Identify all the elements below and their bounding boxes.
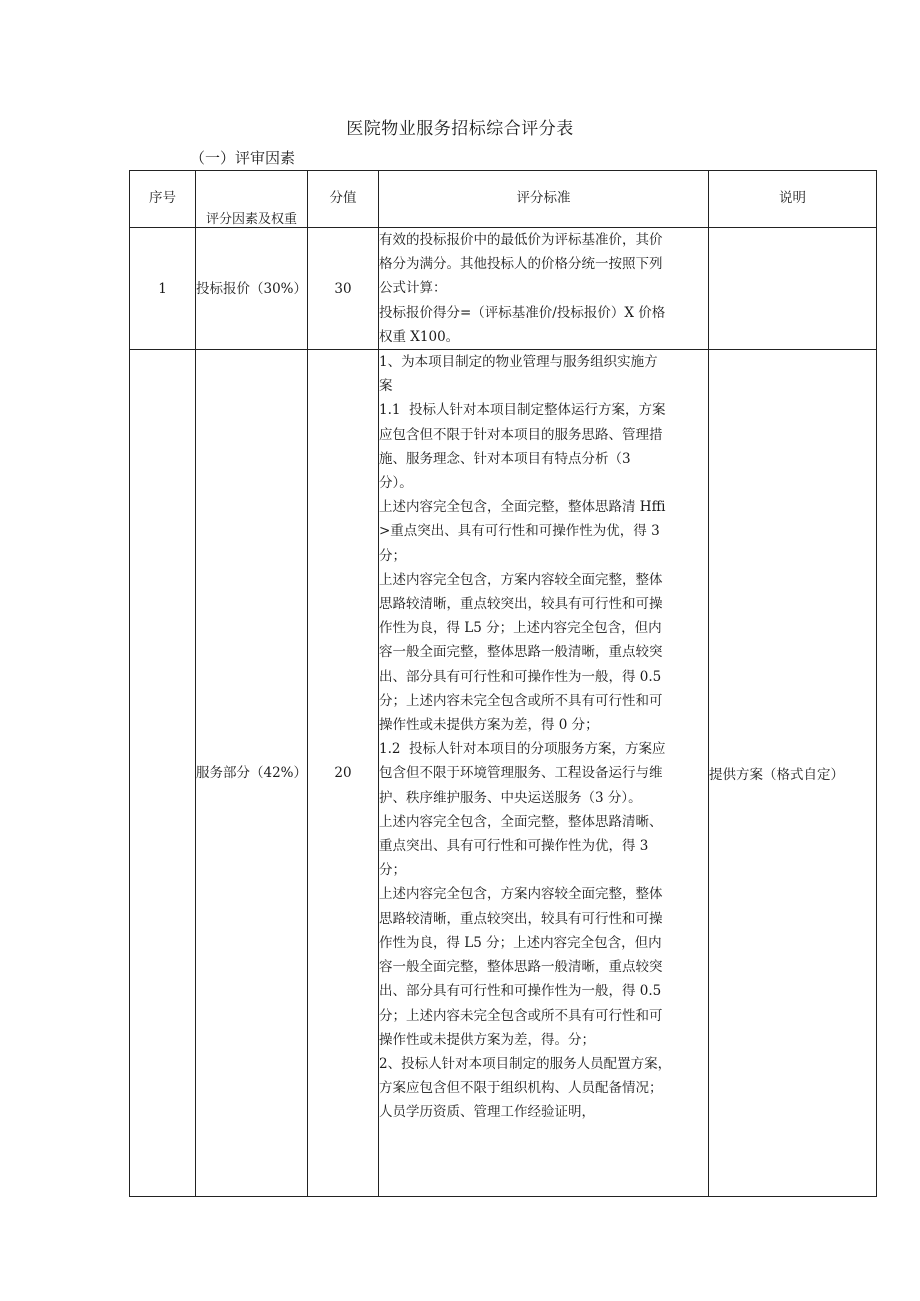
row-score: 20 (308, 350, 379, 1197)
table-row (130, 350, 877, 1197)
row-note: 提供方案（格式自定） (709, 350, 877, 1197)
table-row (130, 228, 877, 350)
header-criteria: 评分标准 (379, 171, 709, 228)
row-index: 1 (130, 228, 196, 350)
document-title: 医院物业服务招标综合评分表 (346, 119, 574, 139)
header-factor: 评分因素及权重 (196, 171, 308, 228)
header-note: 说明 (709, 171, 877, 228)
header-index: 序号 (130, 171, 196, 228)
row-factor: 服务部分（42%） (196, 350, 308, 1197)
header-score: 分值 (308, 171, 379, 228)
row-score: 30 (308, 228, 379, 350)
row-criteria: 1、为本项目制定的物业管理与服务组织实施方 案 1.1 投标人针对本项目制定整体运行方案，方案 应包含但不限于针对本项目的服务思路、管理措 施、服务理念、针对本项目有特点分析（3 分）。 上述内容完全包含，全面完整，整体思路清 Hffi >重点突出、具有可行性和可操作性为优，得 3 分； 上述内容完全包含，方案内容较全面完整，整体 思路较清晰，重点较突出，较具有可行性和可操 作性为良，得 L5 分；上述内容完全包含，但内 容一般全面完整，整体思路一般清晰，重点较突 出、部分具有可行性和可操作性为一般，得 0.5 分；上述内容未完全包含或所不具有可行性和可 操作性或未提供方案为差，得 0 分； 1.2 投标人针对本项目的分项服务方案，方案应 包含但不限于环境管理服务、工程设备运行与维 护、秩序维护服务、中央运送服务（3 分）。 上述内容完全包含，全面完整，整体思路清晰、 重点突出、具有可行性和可操作性为优，得 3 分； 上述内容完全包含，方案内容较全面完整，整体 思路较清晰，重点较突出，较具有可行性和可操 作性为良，得 L5 分；上述内容完全包含，但内 容一般全面完整，整体思路一般清晰，重点较突 出、部分具有可行性和可操作性为一般，得 0.5 分；上述内容未完全包含或所不具有可行性和可 操作性或未提供方案为差，得。分； 2、投标人针对本项目制定的服务人员配置方案， 方案应包含但不限于组织机构、人员配备情况； 人员学历资质、管理工作经验证明， (379, 350, 709, 1197)
row-criteria: 有效的投标报价中的最低价为评标基准价，其价 格分为满分。其他投标人的价格分统一按照下列 公式计算： 投标报价得分=（评标基准价/投标报价）X 价格 权重 X100。 (379, 228, 709, 350)
scoring-table (129, 170, 877, 1197)
table-header-row (130, 171, 877, 228)
row-index (130, 350, 196, 1197)
section-heading: （一）评审因素 (190, 149, 296, 167)
row-factor: 投标报价（30%） (196, 228, 308, 350)
row-note (709, 228, 877, 350)
